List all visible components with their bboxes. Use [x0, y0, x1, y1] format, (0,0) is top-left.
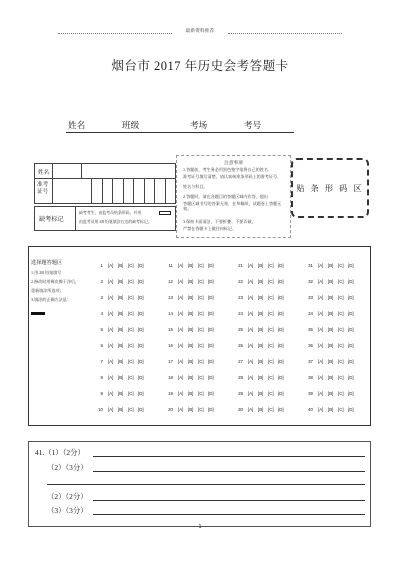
- answer-bubble[interactable]: [C]: [128, 263, 134, 268]
- answer-bubble[interactable]: [B]: [258, 279, 264, 284]
- answer-bubble[interactable]: [C]: [198, 343, 204, 348]
- answer-bubble[interactable]: [D]: [348, 295, 354, 300]
- answer-bubble[interactable]: [B]: [328, 391, 334, 396]
- answer-bubble[interactable]: [C]: [338, 391, 344, 396]
- answer-bubble[interactable]: [C]: [268, 343, 274, 348]
- choice-question-29: [229, 391, 288, 397]
- answer-bubble[interactable]: [D]: [138, 279, 144, 284]
- answer-bubble[interactable]: [A]: [178, 343, 184, 348]
- answer-bubble[interactable]: [B]: [188, 327, 194, 332]
- question-number: 23: [238, 295, 243, 300]
- answer-bubble[interactable]: [D]: [348, 263, 354, 268]
- choice-answer-area: [28, 246, 371, 426]
- answer-bubble[interactable]: [C]: [268, 295, 274, 300]
- choice-question-25: [229, 327, 288, 333]
- absence-checkbox[interactable]: [159, 211, 171, 215]
- absence-mark-box: [34, 206, 176, 231]
- question-number: 18: [168, 375, 173, 380]
- answer-bubble[interactable]: [A]: [248, 391, 254, 396]
- page-number: 1: [198, 524, 202, 530]
- answer-bubble[interactable]: [C]: [268, 327, 274, 332]
- answer-bubble[interactable]: [D]: [348, 359, 354, 364]
- answer-bubble[interactable]: [D]: [278, 263, 284, 268]
- answer-bubble[interactable]: [A]: [178, 407, 184, 412]
- absence-label: 缺考标记: [39, 216, 64, 223]
- answer-bubble[interactable]: [A]: [108, 311, 114, 316]
- info-room-label: 考场: [190, 120, 208, 130]
- choice-instruction: 2.修改时用橡皮擦干净后，: [31, 279, 80, 284]
- answer-bubble[interactable]: [D]: [138, 375, 144, 380]
- answer-bubble[interactable]: [B]: [188, 375, 194, 380]
- choice-title: 选择题答题区: [31, 260, 63, 266]
- choice-question-5: [89, 327, 148, 333]
- answer-line[interactable]: [93, 514, 365, 515]
- exam-digit-box: [133, 178, 134, 203]
- info-number-label: 考号: [244, 120, 262, 130]
- answer-bubble[interactable]: [D]: [138, 295, 144, 300]
- answer-bubble[interactable]: [D]: [138, 263, 144, 268]
- choice-question-9: [89, 391, 148, 397]
- notice-title: 注意事项: [224, 160, 243, 165]
- answer-bubble[interactable]: [D]: [348, 343, 354, 348]
- answer-bubble[interactable]: [B]: [188, 311, 194, 316]
- question-number: 39: [308, 391, 313, 396]
- answer-bubble[interactable]: [C]: [128, 327, 134, 332]
- absence-note-2: 由监考员用 2B 铅笔填涂右边的缺考标记。: [79, 220, 152, 224]
- question-41-label: 41.（1）（2分）: [35, 448, 85, 457]
- choice-question-14: [159, 311, 218, 317]
- exam-digit-box: [123, 178, 124, 203]
- answer-bubble[interactable]: [C]: [128, 359, 134, 364]
- answer-bubble[interactable]: [B]: [258, 359, 264, 364]
- answer-bubble[interactable]: [D]: [278, 407, 284, 412]
- answer-bubble[interactable]: [D]: [348, 279, 354, 284]
- exam-digit-box: [112, 178, 113, 203]
- answer-bubble[interactable]: [B]: [328, 375, 334, 380]
- answer-bubble[interactable]: [D]: [138, 407, 144, 412]
- choice-question-1: [89, 263, 148, 269]
- answer-line[interactable]: [93, 471, 365, 472]
- answer-bubble[interactable]: [A]: [248, 407, 254, 412]
- answer-bubble[interactable]: [C]: [268, 311, 274, 316]
- answer-bubble[interactable]: [A]: [248, 327, 254, 332]
- answer-bubble[interactable]: [D]: [138, 391, 144, 396]
- answer-bubble[interactable]: [D]: [348, 407, 354, 412]
- question-number: 4: [100, 311, 103, 316]
- answer-bubble[interactable]: [C]: [198, 359, 204, 364]
- answer-bubble[interactable]: [B]: [328, 343, 334, 348]
- answer-bubble[interactable]: [A]: [108, 279, 114, 284]
- question-41-part: （2）（2分）: [47, 492, 88, 501]
- essay-answer-area: [28, 441, 371, 527]
- answer-bubble[interactable]: [D]: [138, 343, 144, 348]
- answer-bubble[interactable]: [B]: [118, 295, 124, 300]
- answer-bubble[interactable]: [A]: [108, 343, 114, 348]
- question-number: 9: [100, 391, 103, 396]
- answer-line[interactable]: [93, 500, 365, 501]
- question-number: 40: [308, 407, 313, 412]
- question-number: 22: [238, 279, 243, 284]
- answer-bubble[interactable]: [C]: [338, 311, 344, 316]
- answer-bubble[interactable]: [C]: [268, 263, 274, 268]
- notice-line: 1.答题前，考生务必用黑色签字笔将自己的姓名、: [183, 167, 273, 172]
- answer-bubble[interactable]: [C]: [128, 311, 134, 316]
- exam-digit-box: [154, 178, 155, 203]
- choice-question-35: [299, 327, 358, 333]
- answer-bubble[interactable]: [A]: [248, 295, 254, 300]
- choice-instruction: 1.用 2B 铅笔填写: [31, 270, 62, 275]
- answer-bubble[interactable]: [C]: [198, 295, 204, 300]
- answer-bubble[interactable]: [C]: [128, 391, 134, 396]
- answer-bubble[interactable]: [D]: [208, 375, 214, 380]
- answer-bubble[interactable]: [D]: [278, 343, 284, 348]
- notice-line: 严禁在答题卡上做任何标记。: [183, 226, 237, 231]
- answer-bubble[interactable]: [A]: [248, 359, 254, 364]
- watermark-text: 最新资料推荐: [185, 28, 215, 33]
- answer-bubble[interactable]: [A]: [178, 295, 184, 300]
- answer-bubble[interactable]: [D]: [278, 327, 284, 332]
- answer-bubble[interactable]: [D]: [208, 263, 214, 268]
- question-number: 35: [308, 327, 313, 332]
- answer-bubble[interactable]: [B]: [328, 327, 334, 332]
- grid-name-label: 姓名: [38, 170, 50, 176]
- choice-question-19: [159, 391, 218, 397]
- answer-bubble[interactable]: [B]: [258, 295, 264, 300]
- choice-question-13: [159, 295, 218, 301]
- answer-bubble[interactable]: [D]: [208, 391, 214, 396]
- watermark-header: [58, 28, 342, 40]
- answer-bubble[interactable]: [C]: [338, 279, 344, 284]
- exam-digit-box: [144, 178, 145, 203]
- choice-question-21: [229, 263, 288, 269]
- answer-bubble[interactable]: [C]: [268, 391, 274, 396]
- question-number: 25: [238, 327, 243, 332]
- answer-bubble[interactable]: [B]: [258, 375, 264, 380]
- answer-bubble[interactable]: [B]: [328, 263, 334, 268]
- question-number: 16: [168, 343, 173, 348]
- answer-bubble[interactable]: [C]: [338, 407, 344, 412]
- info-name-label: 姓名: [68, 120, 86, 130]
- answer-bubble[interactable]: [C]: [338, 327, 344, 332]
- question-number: 8: [100, 375, 103, 380]
- choice-instruction: 重新填涂所选项；: [31, 288, 64, 293]
- question-41-part: （3）（3分）: [47, 506, 88, 515]
- choice-question-6: [89, 343, 148, 349]
- choice-question-40: [299, 407, 358, 413]
- answer-bubble[interactable]: [A]: [178, 311, 184, 316]
- answer-bubble[interactable]: [D]: [138, 311, 144, 316]
- answer-bubble[interactable]: [C]: [338, 295, 344, 300]
- choice-question-3: [89, 295, 148, 301]
- answer-bubble[interactable]: [A]: [108, 327, 114, 332]
- answer-bubble[interactable]: [B]: [188, 263, 194, 268]
- answer-bubble[interactable]: [B]: [118, 375, 124, 380]
- answer-bubble[interactable]: [C]: [338, 375, 344, 380]
- answer-bubble[interactable]: [D]: [208, 343, 214, 348]
- question-number: 15: [168, 327, 173, 332]
- barcode-label: 贴 条 形 码 区: [296, 184, 364, 193]
- answer-bubble[interactable]: [A]: [248, 343, 254, 348]
- answer-bubble[interactable]: [B]: [188, 343, 194, 348]
- answer-bubble[interactable]: [A]: [318, 311, 324, 316]
- answer-bubble[interactable]: [B]: [258, 391, 264, 396]
- answer-line[interactable]: [47, 484, 365, 485]
- question-number: 7: [100, 359, 103, 364]
- choice-question-32: [299, 279, 358, 285]
- choice-question-11: [159, 263, 218, 269]
- question-number: 1: [100, 263, 103, 268]
- choice-question-17: [159, 359, 218, 365]
- question-number: 19: [168, 391, 173, 396]
- choice-question-30: [229, 407, 288, 413]
- question-number: 38: [308, 375, 313, 380]
- answer-bubble[interactable]: [D]: [278, 359, 284, 364]
- answer-bubble[interactable]: [C]: [268, 279, 274, 284]
- answer-bubble[interactable]: [C]: [198, 375, 204, 380]
- answer-bubble[interactable]: [B]: [258, 311, 264, 316]
- question-number: 17: [168, 359, 173, 364]
- choice-question-39: [299, 391, 358, 397]
- exam-digit-box: [91, 178, 92, 203]
- answer-bubble[interactable]: [B]: [118, 343, 124, 348]
- answer-bubble[interactable]: [A]: [108, 295, 114, 300]
- notice-line: 答题区域书写的答案无效，在草稿纸、试题卷上答题无效。: [183, 201, 282, 211]
- choice-question-23: [229, 295, 288, 301]
- answer-bubble[interactable]: [B]: [118, 279, 124, 284]
- absence-note-1: 缺考考生，由监考员贴条形码，并用: [79, 211, 142, 215]
- answer-bubble[interactable]: [B]: [328, 279, 334, 284]
- notice-line: 2.答题时，请在各题目的答题区域内作答，超出: [183, 194, 268, 199]
- question-number: 14: [168, 311, 173, 316]
- info-class-label: 班级: [122, 120, 140, 130]
- answer-bubble[interactable]: [A]: [108, 375, 114, 380]
- answer-bubble[interactable]: [C]: [128, 295, 134, 300]
- answer-bubble[interactable]: [D]: [348, 375, 354, 380]
- choice-instruction: 3.填涂的正确方法是：: [31, 297, 71, 302]
- question-number: 26: [238, 343, 243, 348]
- exam-digit-box: [102, 178, 103, 203]
- question-number: 30: [238, 407, 243, 412]
- answer-bubble[interactable]: [B]: [258, 263, 264, 268]
- question-41-part: （2）（3分）: [47, 463, 88, 472]
- answer-bubble[interactable]: [A]: [318, 375, 324, 380]
- answer-bubble[interactable]: [A]: [108, 263, 114, 268]
- answer-bubble[interactable]: [C]: [198, 327, 204, 332]
- choice-question-24: [229, 311, 288, 317]
- choice-question-7: [89, 359, 148, 365]
- answer-bubble[interactable]: [B]: [118, 311, 124, 316]
- grid-exam-no-label: 准考证号: [37, 182, 49, 195]
- answer-bubble[interactable]: [A]: [318, 263, 324, 268]
- answer-bubble[interactable]: [B]: [258, 327, 264, 332]
- answer-bubble[interactable]: [D]: [278, 375, 284, 380]
- answer-bubble[interactable]: [D]: [348, 311, 354, 316]
- choice-question-4: [89, 311, 148, 317]
- answer-bubble[interactable]: [D]: [208, 295, 214, 300]
- question-number: 24: [238, 311, 243, 316]
- question-number: 20: [168, 407, 173, 412]
- answer-bubble[interactable]: [B]: [328, 359, 334, 364]
- question-number: 2: [100, 279, 103, 284]
- answer-bubble[interactable]: [A]: [178, 359, 184, 364]
- answer-bubble[interactable]: [A]: [108, 359, 114, 364]
- answer-bubble[interactable]: [B]: [258, 343, 264, 348]
- choice-question-33: [299, 295, 358, 301]
- answer-bubble[interactable]: [B]: [188, 295, 194, 300]
- answer-bubble[interactable]: [B]: [258, 407, 264, 412]
- answer-bubble[interactable]: [C]: [198, 407, 204, 412]
- answer-bubble[interactable]: [B]: [328, 295, 334, 300]
- question-number: 32: [308, 279, 313, 284]
- answer-bubble[interactable]: [C]: [128, 279, 134, 284]
- question-number: 37: [308, 359, 313, 364]
- choice-question-38: [299, 375, 358, 381]
- answer-bubble[interactable]: [B]: [118, 327, 124, 332]
- answer-bubble[interactable]: [D]: [348, 391, 354, 396]
- answer-bubble[interactable]: [D]: [278, 295, 284, 300]
- answer-bubble[interactable]: [B]: [188, 359, 194, 364]
- answer-bubble[interactable]: [A]: [318, 391, 324, 396]
- answer-bubble[interactable]: [A]: [318, 327, 324, 332]
- notice-line: 3.保持卡面清洁，不要折叠、不要弄破，: [183, 219, 256, 224]
- answer-bubble[interactable]: [A]: [248, 263, 254, 268]
- answer-bubble[interactable]: [A]: [108, 391, 114, 396]
- question-number: 31: [308, 263, 313, 268]
- answer-bubble[interactable]: [A]: [178, 391, 184, 396]
- answer-bubble[interactable]: [B]: [118, 359, 124, 364]
- answer-bubble[interactable]: [B]: [118, 391, 124, 396]
- answer-bubble[interactable]: [A]: [178, 375, 184, 380]
- question-number: 33: [308, 295, 313, 300]
- answer-bubble[interactable]: [A]: [318, 295, 324, 300]
- choice-question-8: [89, 375, 148, 381]
- choice-question-16: [159, 343, 218, 349]
- question-number: 6: [100, 343, 103, 348]
- answer-bubble[interactable]: [A]: [248, 375, 254, 380]
- answer-bubble[interactable]: [C]: [128, 407, 134, 412]
- choice-question-22: [229, 279, 288, 285]
- answer-bubble[interactable]: [B]: [188, 391, 194, 396]
- notice-line: 姓名与科目。: [183, 184, 208, 189]
- answer-bubble[interactable]: [A]: [178, 327, 184, 332]
- student-info-row: [66, 117, 294, 133]
- choice-question-18: [159, 375, 218, 381]
- answer-bubble[interactable]: [A]: [178, 263, 184, 268]
- answer-bubble[interactable]: [C]: [128, 375, 134, 380]
- exam-digit-box: [165, 178, 166, 203]
- answer-bubble[interactable]: [C]: [198, 311, 204, 316]
- answer-bubble[interactable]: [D]: [138, 359, 144, 364]
- answer-bubble[interactable]: [D]: [138, 327, 144, 332]
- choice-question-10: [89, 407, 148, 413]
- notice-box: [176, 155, 291, 238]
- question-number: 27: [238, 359, 243, 364]
- choice-question-34: [299, 311, 358, 317]
- question-number: 12: [168, 279, 173, 284]
- answer-bubble[interactable]: [C]: [338, 263, 344, 268]
- question-number: 34: [308, 311, 313, 316]
- notice-line: 准考证号填写清楚，请认真核准条形码上的准考证号、: [183, 174, 282, 179]
- answer-bubble[interactable]: [A]: [108, 407, 114, 412]
- answer-bubble[interactable]: [D]: [208, 311, 214, 316]
- question-number: 10: [98, 407, 103, 412]
- answer-line[interactable]: [93, 456, 365, 457]
- choice-question-37: [299, 359, 358, 365]
- answer-bubble[interactable]: [C]: [268, 407, 274, 412]
- question-number: 21: [238, 263, 243, 268]
- page-title: 烟台市 2017 年历史会考答题卡: [111, 59, 289, 73]
- choice-question-31: [299, 263, 358, 269]
- choice-question-15: [159, 327, 218, 333]
- answer-bubble[interactable]: [B]: [188, 279, 194, 284]
- answer-bubble[interactable]: [D]: [208, 359, 214, 364]
- answer-bubble[interactable]: [C]: [268, 375, 274, 380]
- question-number: 36: [308, 343, 313, 348]
- answer-bubble[interactable]: [A]: [178, 279, 184, 284]
- barcode-zone: [291, 158, 369, 218]
- answer-bubble[interactable]: [C]: [268, 359, 274, 364]
- answer-bubble[interactable]: [C]: [338, 359, 344, 364]
- answer-bubble[interactable]: [C]: [198, 279, 204, 284]
- exam-number-grid: [34, 163, 176, 204]
- answer-bubble[interactable]: [D]: [208, 327, 214, 332]
- choice-question-2: [89, 279, 148, 285]
- choice-question-26: [229, 343, 288, 349]
- question-number: 28: [238, 375, 243, 380]
- question-number: 13: [168, 295, 173, 300]
- answer-bubble[interactable]: [A]: [318, 343, 324, 348]
- choice-question-12: [159, 279, 218, 285]
- choice-question-36: [299, 343, 358, 349]
- choice-question-28: [229, 375, 288, 381]
- answer-bubble[interactable]: [C]: [338, 343, 344, 348]
- answer-bubble[interactable]: [D]: [278, 311, 284, 316]
- question-number: 29: [238, 391, 243, 396]
- answer-bubble[interactable]: [B]: [118, 263, 124, 268]
- answer-bubble[interactable]: [B]: [328, 407, 334, 412]
- answer-bubble[interactable]: [A]: [318, 359, 324, 364]
- answer-bubble[interactable]: [D]: [348, 327, 354, 332]
- choice-instructions: [31, 259, 83, 311]
- choice-question-27: [229, 359, 288, 365]
- answer-bubble[interactable]: [D]: [278, 279, 284, 284]
- answer-bubble[interactable]: [A]: [318, 279, 324, 284]
- answer-bubble[interactable]: [D]: [208, 279, 214, 284]
- choice-question-20: [159, 407, 218, 413]
- answer-bubble[interactable]: [C]: [198, 391, 204, 396]
- answer-bubble[interactable]: [B]: [118, 407, 124, 412]
- answer-bubble[interactable]: [B]: [328, 311, 334, 316]
- answer-bubble[interactable]: [A]: [248, 279, 254, 284]
- answer-bubble[interactable]: [A]: [318, 407, 324, 412]
- filled-mark-example: [31, 312, 45, 315]
- question-number: 11: [168, 263, 173, 268]
- question-number: 3: [100, 295, 103, 300]
- answer-bubble[interactable]: [B]: [188, 407, 194, 412]
- question-number: 5: [100, 327, 103, 332]
- answer-bubble[interactable]: [C]: [198, 263, 204, 268]
- answer-bubble[interactable]: [C]: [128, 343, 134, 348]
- answer-bubble[interactable]: [D]: [208, 407, 214, 412]
- answer-bubble[interactable]: [D]: [278, 391, 284, 396]
- answer-bubble[interactable]: [A]: [248, 311, 254, 316]
